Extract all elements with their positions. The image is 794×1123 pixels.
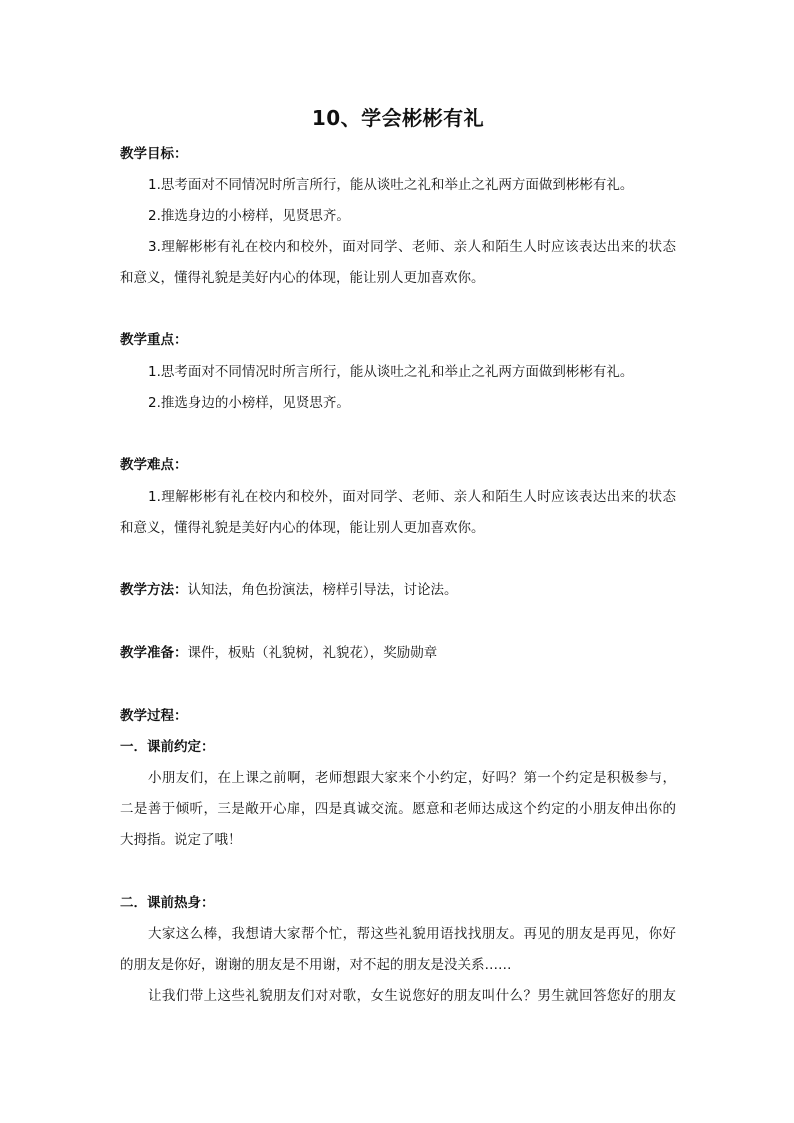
- section-1-line-3: 大拇指。说定了哦！: [120, 832, 242, 848]
- objective-item-3: 3.理解彬彬有礼在校内和校外，面对同学、老师、亲人和陌生人时应该表达出来的状态: [148, 239, 676, 255]
- preparation-heading: 教学准备：: [120, 645, 188, 661]
- section-2-line-2: 的朋友是你好，谢谢的朋友是不用谢，对不起的朋友是没关系……: [120, 957, 512, 973]
- methods-line: [120, 580, 676, 600]
- key-point-item-1: 1.思考面对不同情况时所言所行，能从谈吐之礼和举止之礼两方面做到彬彬有礼。: [148, 364, 634, 380]
- section-2-line-1: 大家这么棒，我想请大家帮个忙，帮这些礼貌用语找找朋友。再见的朋友是再见，你好: [148, 926, 676, 942]
- methods-text: 认知法，角色扮演法，榜样引导法，讨论法。: [187, 582, 458, 598]
- difficulty-item-1-continued: 和意义，懂得礼貌是美好内心的体现，能让别人更加喜欢你。: [120, 520, 485, 536]
- objective-item-3-continued: 和意义，懂得礼貌是美好内心的体现，能让别人更加喜欢你。: [120, 270, 485, 286]
- section-1-line-2: 二是善于倾听，三是敞开心扉，四是真诚交流。愿意和老师达成这个约定的小朋友伸出你的: [120, 801, 676, 817]
- section-2-line-3: 让我们带上这些礼貌朋友们对对歌，女生说您好的朋友叫什么？男生就回答您好的朋友: [148, 988, 676, 1004]
- process-heading: 教学过程：: [120, 708, 188, 724]
- methods-heading: 教学方法：: [120, 582, 188, 598]
- objectives-heading: 教学目标：: [120, 146, 188, 162]
- preparation-line: [120, 643, 676, 663]
- preparation-text: 课件，板贴（礼貌树，礼貌花），奖励勋章: [187, 645, 438, 661]
- document-title: 10、学会彬彬有礼: [311, 106, 485, 130]
- document-page: [120, 0, 676, 1123]
- objective-item-1: 1.思考面对不同情况时所言所行，能从谈吐之礼和举止之礼两方面做到彬彬有礼。: [148, 177, 634, 193]
- section-1-heading: 一．课前约定：: [120, 739, 215, 755]
- objective-item-2: 2.推选身边的小榜样，见贤思齐。: [148, 208, 350, 224]
- section-1-line-1: 小朋友们，在上课之前啊，老师想跟大家来个小约定，好吗？第一个约定是积极参与，: [148, 770, 676, 786]
- key-points-heading: 教学重点：: [120, 332, 188, 348]
- difficulties-heading: 教学难点：: [120, 457, 188, 473]
- key-point-item-2: 2.推选身边的小榜样，见贤思齐。: [148, 395, 350, 411]
- section-2-heading: 二．课前热身：: [120, 895, 215, 911]
- difficulty-item-1: 1.理解彬彬有礼在校内和校外，面对同学、老师、亲人和陌生人时应该表达出来的状态: [148, 489, 676, 505]
